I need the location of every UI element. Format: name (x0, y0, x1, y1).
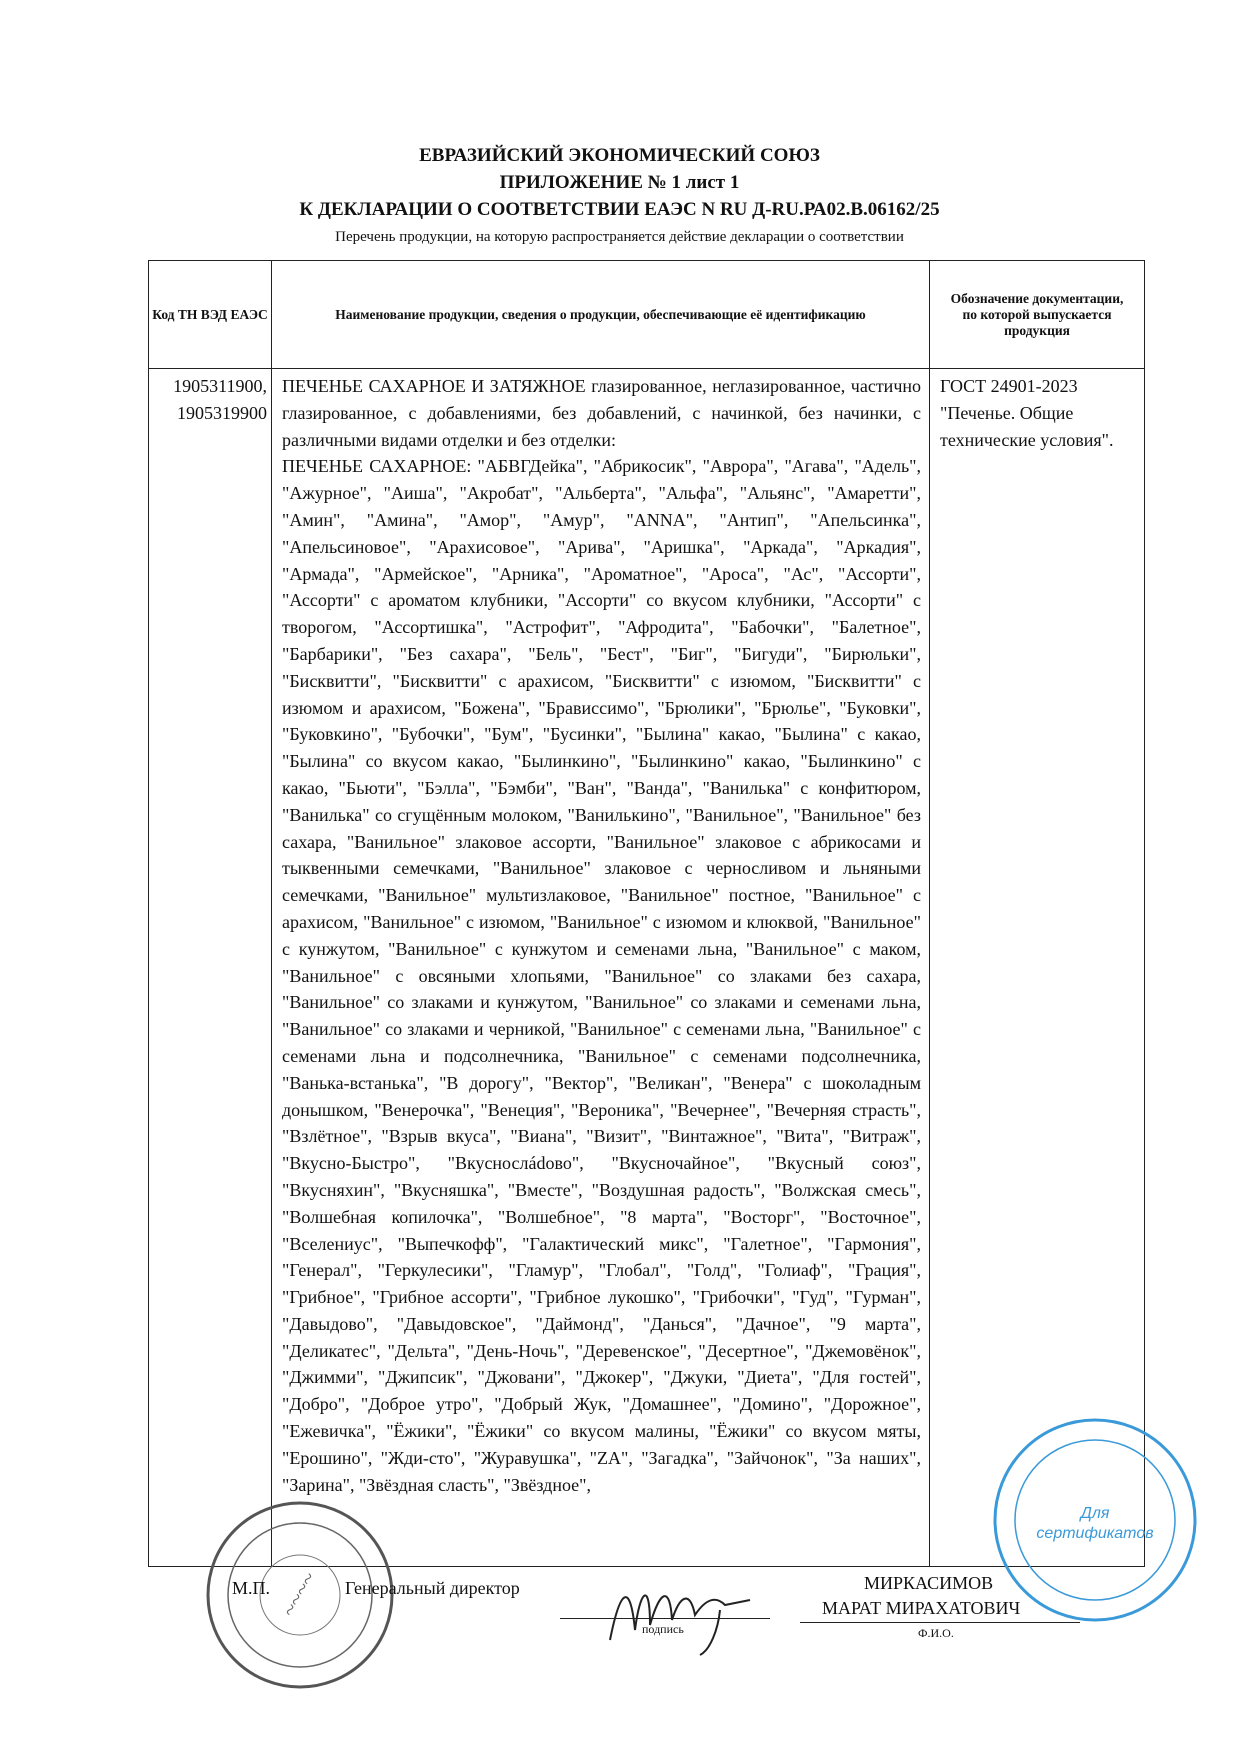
description-list: ПЕЧЕНЬЕ САХАРНОЕ: "АБВГДейка", "Абрикосик", "Аврора", "Агава", "Адель", "Ажурное", "Аиша", "Акробат", "Альберта", "Альфа", "Альянс", "Амаретти", "Амин", "Амина", "Амор", "Амур", "ANNA", "Антип", "Апельсинка", "Апельсиновое", "Арахисовое", "Арива", "Аришка", "Аркада", "Аркадия", "Армада", "Армейское", "Арника", "Ароматное", "Ароса", "Ас", "Ассорти", "Ассорти" с ароматом клубники, "Ассорти" со вкусом клубники, "Ассорти" с творогом, "Ассортишка", "Астрофит", "Афродита", "Бабочки", "Балетное", "Барбарики", "Без сахара", "Бель", "Бест", "Биг", "Бигуди", "Бирюльки", "Бисквитти", "Бисквитти" с арахисом, "Бисквитти" с изюмом, "Бисквитти" с изюмом и арахисом, "Божена", "Брависсимо", "Брюлики", "Брюлье", "Буковки", "Буковкино", "Бубочки", "Бум", "Бусинки", "Былина" какао, "Былина" с какао, "Былина" со вкусом какао, "Былинкино", "Былинкино" какао, "Былинкино" с какао, "Бьюти", "Бэлла", "Бэмби", "Ван", "Ванда", "Ванилька" с конфитюром, "Ванилька" со сгущённым молоком, "Ванилькино", "Ванильное", "Ванильное" без сахара, "Ванильное" злаковое ассорти, "Ванильное" злаковое с абрикосами и тыквенными семечками, "Ванильное" злаковое с черносливом и льняными семечками, "Ванильное" мультизлаковое, "Ванильное" постное, "Ванильное" с арахисом, "Ванильное" с изюмом, "Ванильное" с изюмом и клюквой, "Ванильное" с кунжутом, "Ванильное" с кунжутом и семенами льна, "Ванильное" с маком, "Ванильное" с овсяными хлопьями, "Ванильное" со злаками без сахара, "Ванильное" со злаками и кунжутом, "Ванильное" со злаками и семенами льна, "Ванильное" со злаками и черникой, "Ванильное" с семенами льна, "Ванильное" с семенами льна и подсолнечника, "Ванильное" с семенами подсолнечника, "Ванька-встанька", "В дорогу", "Вектор", "Великан", "Венера" с шоколадным донышком, "Венерочка", "Венеция", "Вероника", "Вечернее", "Вечерняя страсть", "Взлётное", "Взрыв вкуса", "Виана", "Визит", "Винтажное", "Вита", "Витраж", "Вкусно-Быстро", "Вкуснослádово", "Вкусночайное", "Вкусный союз", "Вкусняхин", "Вкусняшка", "Вместе", "Воздушная радость", "Волжская смесь", "Волшебная копилочка", "Волшебное", "8 марта", "Восторг", "Восточное", "Вселениус", "Выпечкофф", "Галактический микс", "Галетное", "Гармония", "Генерал", "Геркулесики", "Гламур", "Глобал", "Голд", "Голиаф", "Грация", "Грибное", "Грибное ассорти", "Грибное лукошко", "Грибочки", "Гуд", "Гурман", "Давыдово", "Давыдовское", "Даймонд", "Данься", "Дачное", "9 марта", "Деликатес", "Дельта", "День-Ночь", "Деревенское", "Десертное", "Джемовёнок", "Джимми", "Джипсик", "Джовани", "Джокер", "Джуки, "Диета", "Для гостей", "Добро", "Доброе утро", "Добрый Жук, "Домашнее", "Домино", "Дорожное", "Ежевичка", "Ёжики", "Ёжики" со вкусом малины, "Ёжики" со вкусом мяты, "Ерошино", "Жди-сто", "Журавушка", "ZA", "Загадка", "Зайчонок", "За наших", "Зарина", "Звёздная сласть", "Звёздное", (282, 456, 921, 1495)
director-position: Генеральный директор (345, 1578, 520, 1598)
column-header-documentation: Обозначение документации, по которой выпускается продукция (930, 261, 1145, 369)
union-title: ЕВРАЗИЙСКИЙ ЭКОНОМИЧЕСКИЙ СОЮЗ (419, 145, 820, 166)
svg-text:сертификатов: сертификатов (1036, 1525, 1154, 1542)
stamp-place-label: М.П. (232, 1578, 271, 1598)
table-row (149, 369, 1145, 1567)
svg-text:Для: Для (1080, 1505, 1110, 1522)
signature (600, 1570, 770, 1660)
column-header-name: Наименование продукции, сведения о продукции, обеспечивающие её идентификацию (272, 261, 930, 369)
appendix-title: ПРИЛОЖЕНИЕ № 1 лист 1 (499, 172, 740, 193)
signer-name: МАРАТ МИРАХАТОВИЧ (822, 1598, 1021, 1618)
description-cell (272, 369, 930, 1567)
documentation-cell: ГОСТ 24901-2023 "Печенье. Общие технические условия". (930, 369, 1145, 1567)
signature-caption: подпись (642, 1622, 684, 1636)
signer-surname: МИРКАСИМОВ (864, 1573, 994, 1593)
signature-line (560, 1618, 770, 1619)
company-seal-right (985, 1410, 1205, 1630)
list-subtitle: Перечень продукции, на которую распространяется действие декларации о соответствии (335, 229, 904, 245)
svg-text:~~~~: ~~~~ (275, 1567, 322, 1622)
products-table (148, 260, 1145, 1567)
code-cell: 1905311900, 1905319900 (149, 369, 272, 1567)
column-header-code: Код ТН ВЭД ЕАЭС (149, 261, 272, 369)
table-header-row (149, 261, 1145, 369)
description-intro: ПЕЧЕНЬЕ САХАРНОЕ И ЗАТЯЖНОЕ глазированное, неглазированное, частично глазированное, с добавлениями, без добавлений, с начинкой, без начинки, с различными видами отделки и без отделки: (282, 376, 921, 450)
declaration-title: К ДЕКЛАРАЦИИ О СООТВЕТСТВИИ ЕАЭС N RU Д-RU.РА02.В.06162/25 (299, 199, 940, 220)
name-caption: Ф.И.О. (918, 1626, 954, 1640)
